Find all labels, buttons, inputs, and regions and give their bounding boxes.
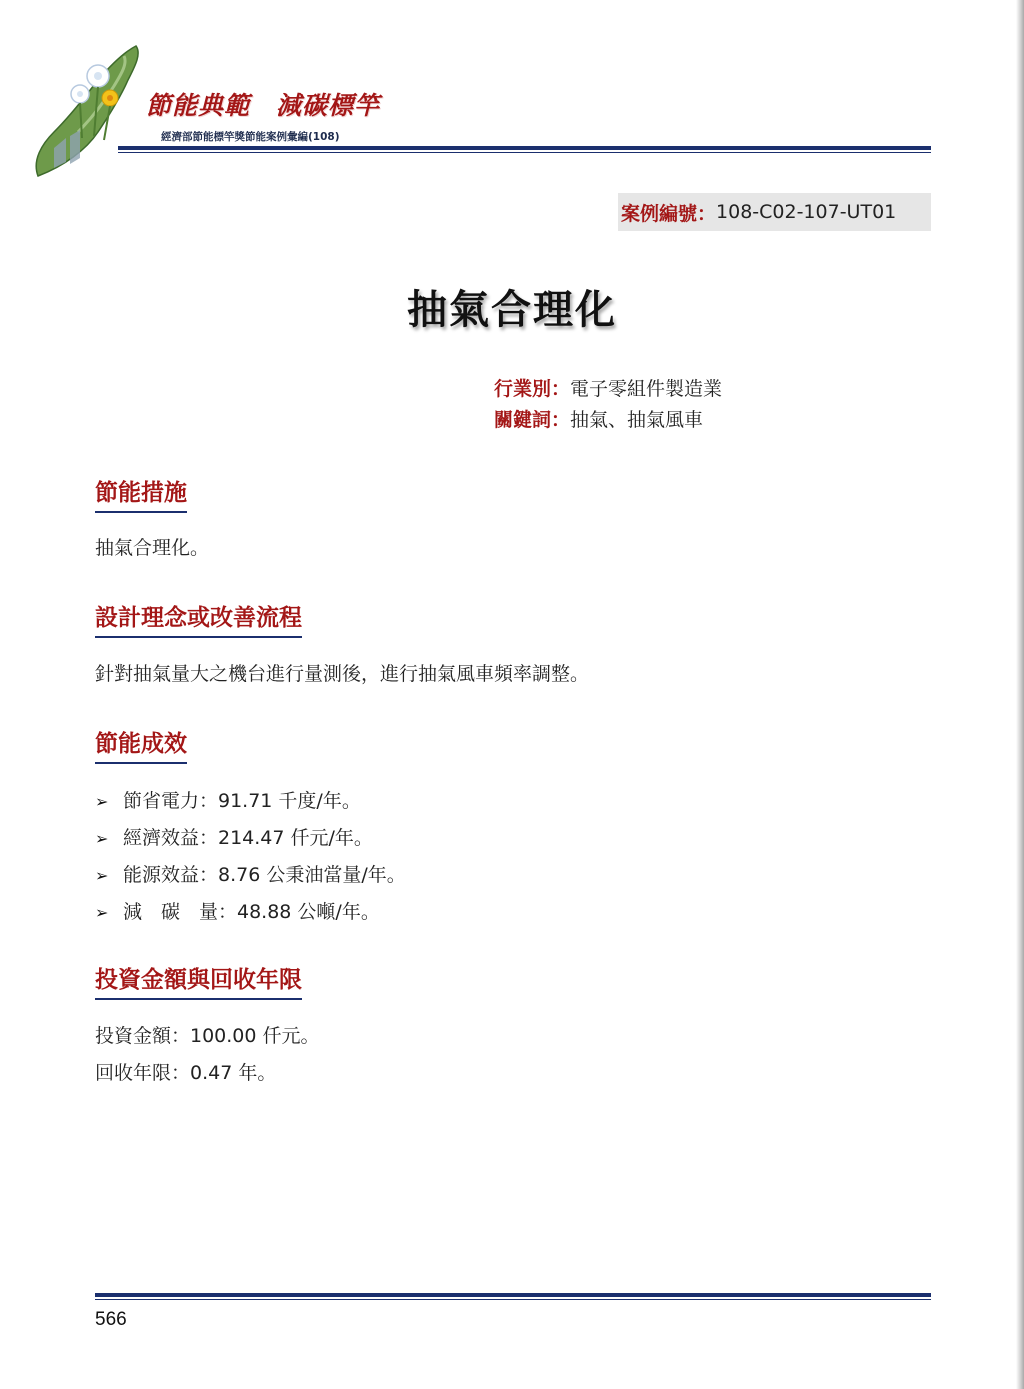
investment-amount: 投資金額：100.00 仟元。 [95,1025,320,1047]
industry-value: 電子零組件製造業 [570,378,723,400]
payback-period: 回收年限：0.47 年。 [95,1062,277,1084]
page-edge-shadow [1016,0,1024,1389]
header-rule [118,146,931,150]
effects-list [95,783,406,931]
effect-carbon-reduction: 減 碳 量：48.88 公噸/年。 [123,901,380,923]
page-header [0,0,1024,185]
section-heading-measures: 節能措施 [95,474,187,513]
section-heading-investment: 投資金額與回收年限 [95,961,302,1000]
industry-label: 行業別： [494,378,571,400]
list-item [95,783,406,820]
footer-rule-thin [95,1299,931,1300]
case-number-label: 案例編號： [621,202,717,225]
keywords-value: 抽氣、抽氣風車 [570,409,704,431]
list-item [95,894,406,931]
taiwan-map-dandelion-logo-icon [24,40,164,180]
page-number: 566 [95,1309,127,1330]
list-item [95,820,406,857]
investment-lines [95,1018,320,1092]
footer-rule [95,1293,931,1297]
industry-row [494,374,722,405]
header-rule-thin [118,152,931,153]
arrow-bullet-icon: ➢ [95,903,109,922]
effect-economic-benefit: 經濟效益：214.47 仟元/年。 [123,827,373,849]
design-text: 針對抽氣量大之機台進行量測後，進行抽氣風車頻率調整。 [95,663,590,685]
arrow-bullet-icon: ➢ [95,866,109,885]
effect-energy-benefit: 能源效益：8.76 公秉油當量/年。 [123,864,406,886]
case-meta [494,374,722,436]
keywords-row [494,405,722,436]
brand-subtitle: 經濟部節能標竿獎節能案例彙編(108) [161,131,340,143]
case-number-box [618,193,931,231]
section-heading-effects: 節能成效 [95,725,187,764]
keywords-label: 關鍵詞： [494,409,571,431]
arrow-bullet-icon: ➢ [95,829,109,848]
list-item [95,857,406,894]
measures-text: 抽氣合理化。 [95,537,210,559]
effect-power-saving: 節省電力：91.71 千度/年。 [123,790,361,812]
case-number-value: 108-C02-107-UT01 [716,201,897,223]
section-heading-design: 設計理念或改善流程 [95,599,302,638]
document-title: 抽氣合理化 [407,287,617,333]
brand-title: 節能典範 減碳標竿 [146,91,381,120]
arrow-bullet-icon: ➢ [95,792,109,811]
